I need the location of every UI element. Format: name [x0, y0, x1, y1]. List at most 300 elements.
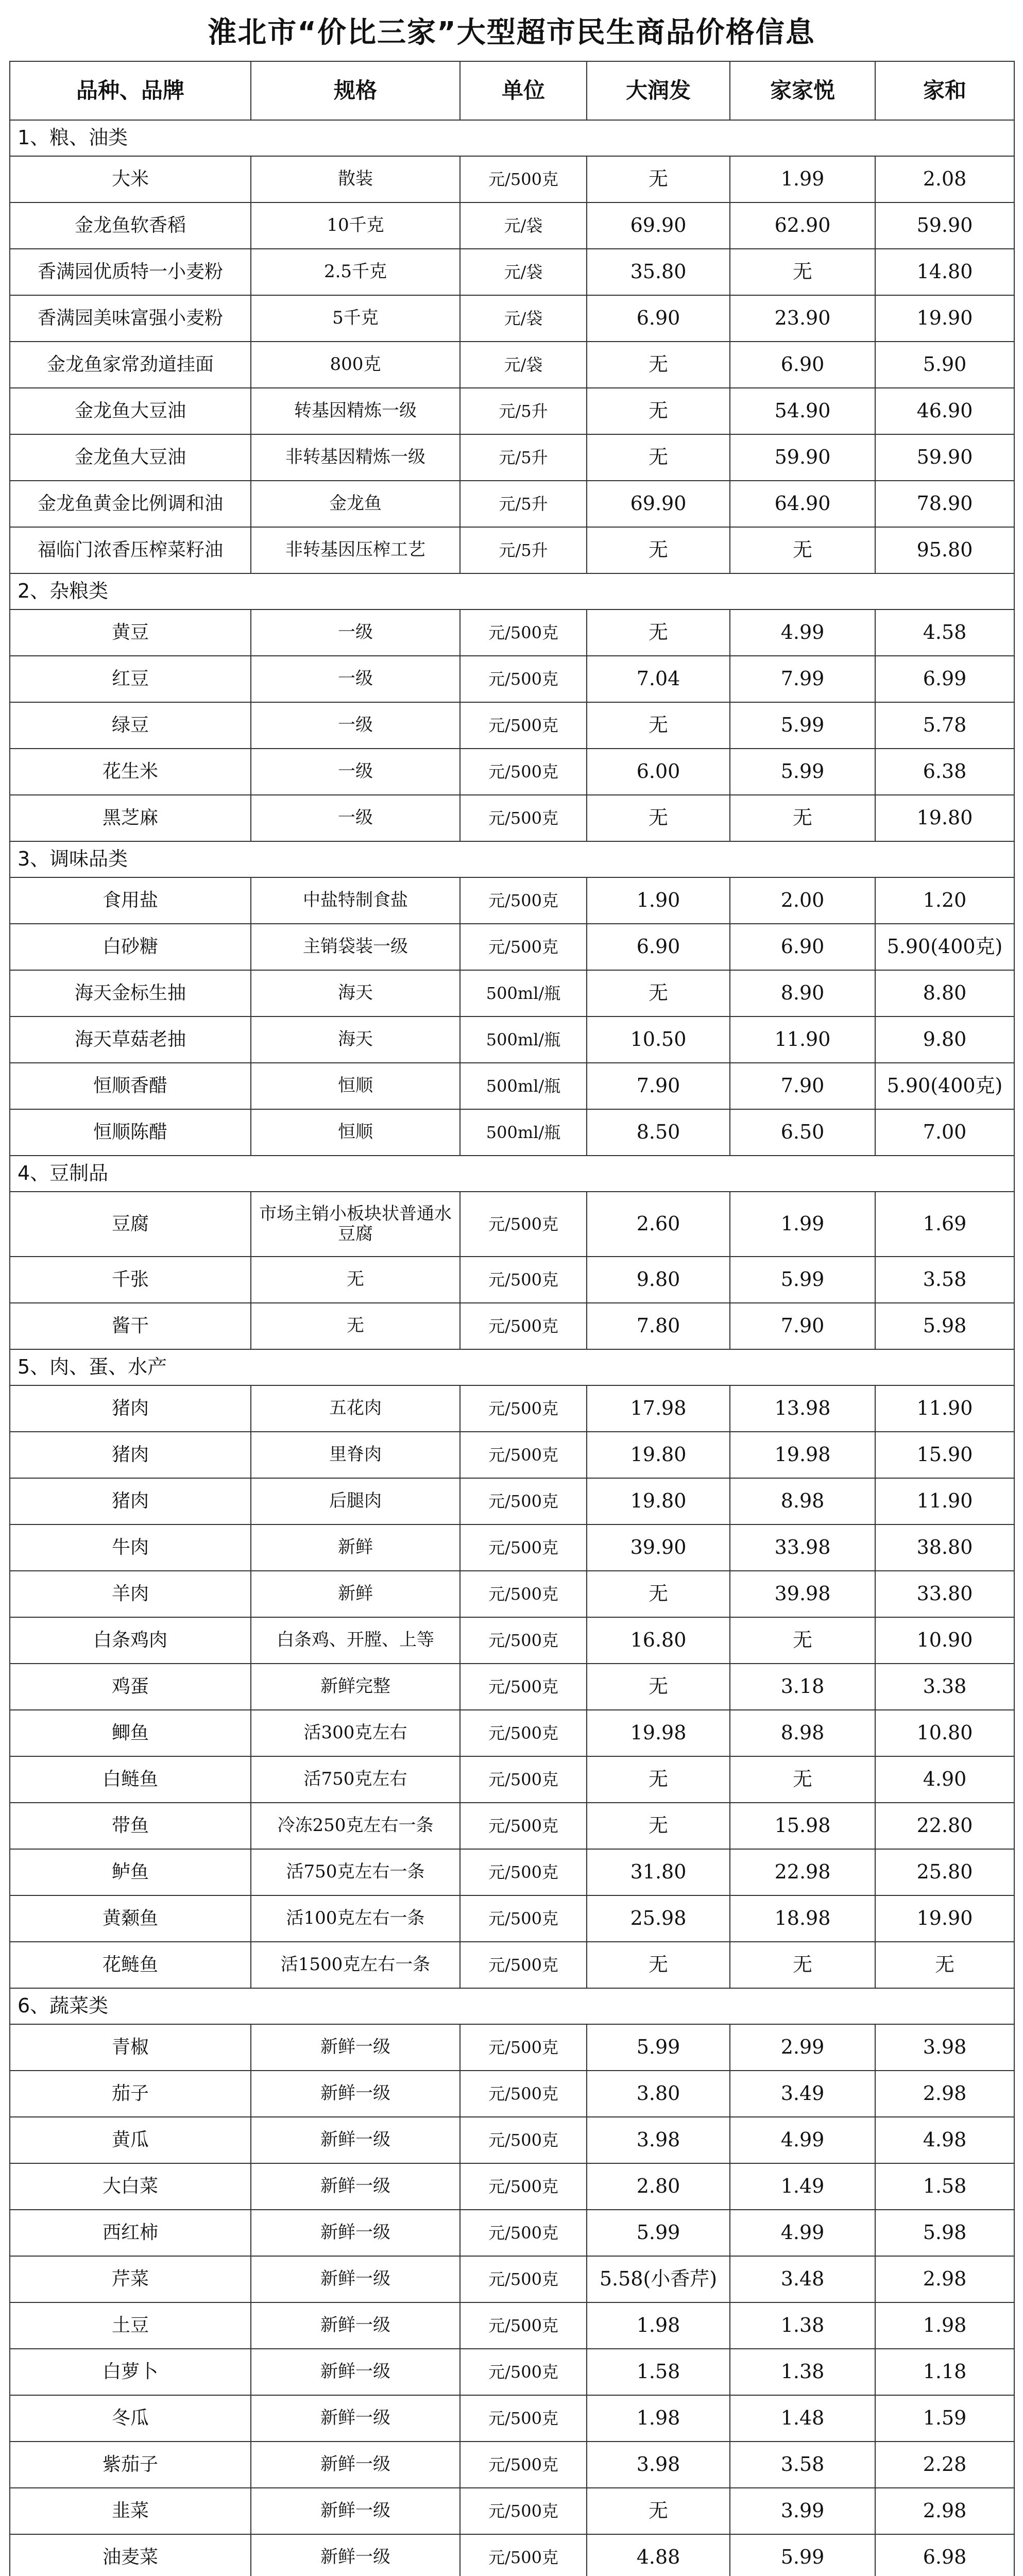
item-name: 鲫鱼: [10, 1710, 251, 1756]
item-unit: 元/500克: [460, 1710, 587, 1756]
table-row: [10, 342, 1014, 388]
item-spec: 非转基因压榨工艺: [251, 527, 460, 573]
item-unit: 元/500克: [460, 924, 587, 970]
price-jiahe: 78.90: [875, 481, 1014, 527]
header-store-jiahe: 家和: [875, 61, 1014, 120]
price-jiajiayue: 5.99: [730, 1257, 875, 1303]
table-row: [10, 1849, 1014, 1895]
item-spec: 五花肉: [251, 1385, 460, 1432]
item-name: 金龙鱼大豆油: [10, 434, 251, 481]
table-row: [10, 795, 1014, 841]
item-name: 猪肉: [10, 1385, 251, 1432]
header-unit: 单位: [460, 61, 587, 120]
item-spec: 海天: [251, 1016, 460, 1063]
price-jiahe: 19.90: [875, 1895, 1014, 1942]
table-row: [10, 2395, 1014, 2442]
price-jiahe: 3.38: [875, 1664, 1014, 1710]
item-name: 猪肉: [10, 1432, 251, 1478]
table-row: [10, 1524, 1014, 1571]
table-row: [10, 970, 1014, 1016]
item-spec: 恒顺: [251, 1109, 460, 1156]
page-title: 淮北市“价比三家”大型超市民生商品价格信息: [208, 16, 815, 49]
price-jiajiayue: 39.98: [730, 1571, 875, 1617]
price-jiahe: 38.80: [875, 1524, 1014, 1571]
price-jiajiayue: 无: [730, 1756, 875, 1803]
category-row: [10, 120, 1014, 156]
item-spec: 一级: [251, 656, 460, 702]
category-row: [10, 573, 1014, 609]
item-name: 千张: [10, 1257, 251, 1303]
table-row: [10, 1109, 1014, 1156]
price-darunfa: 无: [587, 609, 730, 656]
price-jiahe: 22.80: [875, 1803, 1014, 1849]
price-jiajiayue: 5.99: [730, 749, 875, 795]
item-spec: 白条鸡、开膛、上等: [251, 1617, 460, 1664]
price-jiajiayue: 19.98: [730, 1432, 875, 1478]
item-spec: 活1500克左右一条: [251, 1942, 460, 1988]
category-row: [10, 1156, 1014, 1192]
table-row: [10, 2024, 1014, 2071]
item-unit: 元/500克: [460, 1571, 587, 1617]
price-jiahe: 10.90: [875, 1617, 1014, 1664]
price-darunfa: 6.90: [587, 295, 730, 342]
item-unit: 元/500克: [460, 2534, 587, 2576]
category-label: 6、蔬菜类: [10, 1988, 1014, 2024]
table-row: [10, 1432, 1014, 1478]
price-jiajiayue: 1.48: [730, 2395, 875, 2442]
table-row: [10, 2256, 1014, 2302]
price-jiahe: 2.28: [875, 2442, 1014, 2488]
price-jiahe: 59.90: [875, 202, 1014, 249]
price-jiahe: 1.59: [875, 2395, 1014, 2442]
item-name: 恒顺香醋: [10, 1063, 251, 1109]
item-spec: 新鲜一级: [251, 2163, 460, 2210]
price-jiajiayue: 无: [730, 795, 875, 841]
table-row: [10, 527, 1014, 573]
item-name: 青椒: [10, 2024, 251, 2071]
item-unit: 元/500克: [460, 2024, 587, 2071]
price-jiahe: 46.90: [875, 388, 1014, 434]
item-spec: 里脊肉: [251, 1432, 460, 1478]
table-row: [10, 1942, 1014, 1988]
price-darunfa: 7.04: [587, 656, 730, 702]
price-jiajiayue: 15.98: [730, 1803, 875, 1849]
table-row: [10, 434, 1014, 481]
item-name: 茄子: [10, 2071, 251, 2117]
item-spec: 活750克左右: [251, 1756, 460, 1803]
item-spec: 新鲜一级: [251, 2256, 460, 2302]
item-spec: 散装: [251, 156, 460, 202]
price-darunfa: 无: [587, 527, 730, 573]
item-unit: 元/5升: [460, 434, 587, 481]
item-unit: 元/500克: [460, 2117, 587, 2163]
price-jiahe: 14.80: [875, 249, 1014, 295]
table-row: [10, 2071, 1014, 2117]
item-spec: 海天: [251, 970, 460, 1016]
item-name: 黄瓜: [10, 2117, 251, 2163]
price-jiahe: 33.80: [875, 1571, 1014, 1617]
item-name: 羊肉: [10, 1571, 251, 1617]
item-spec: 新鲜一级: [251, 2395, 460, 2442]
table-row: [10, 1192, 1014, 1257]
item-spec: 800克: [251, 342, 460, 388]
table-row: [10, 1478, 1014, 1524]
item-name: 白砂糖: [10, 924, 251, 970]
category-row: [10, 1988, 1014, 2024]
item-spec: 2.5千克: [251, 249, 460, 295]
price-jiahe: 95.80: [875, 527, 1014, 573]
price-jiajiayue: 1.99: [730, 1192, 875, 1257]
price-darunfa: 17.98: [587, 1385, 730, 1432]
price-table: [9, 61, 1015, 2576]
price-jiajiayue: 6.90: [730, 924, 875, 970]
price-jiahe: 10.80: [875, 1710, 1014, 1756]
price-jiahe: 1.58: [875, 2163, 1014, 2210]
item-unit: 元/5升: [460, 527, 587, 573]
item-unit: 元/袋: [460, 249, 587, 295]
item-spec: 主销袋装一级: [251, 924, 460, 970]
price-jiahe: 6.98: [875, 2534, 1014, 2576]
header-row: [10, 61, 1014, 120]
price-jiajiayue: 2.99: [730, 2024, 875, 2071]
price-jiahe: 1.20: [875, 877, 1014, 924]
price-jiahe: 5.78: [875, 702, 1014, 749]
price-jiajiayue: 2.00: [730, 877, 875, 924]
header-variety: 品种、品牌: [10, 61, 251, 120]
price-darunfa: 无: [587, 1756, 730, 1803]
item-name: 牛肉: [10, 1524, 251, 1571]
item-spec: 一级: [251, 795, 460, 841]
price-jiahe: 3.58: [875, 1257, 1014, 1303]
item-unit: 元/500克: [460, 1942, 587, 1988]
price-jiajiayue: 5.99: [730, 2534, 875, 2576]
item-spec: 活300克左右: [251, 1710, 460, 1756]
table-row: [10, 2302, 1014, 2349]
item-name: 大米: [10, 156, 251, 202]
price-jiahe: 4.90: [875, 1756, 1014, 1803]
table-row: [10, 2442, 1014, 2488]
table-row: [10, 295, 1014, 342]
item-spec: 新鲜一级: [251, 2488, 460, 2534]
table-row: [10, 249, 1014, 295]
price-jiajiayue: 6.50: [730, 1109, 875, 1156]
price-darunfa: 3.98: [587, 2117, 730, 2163]
item-unit: 500ml/瓶: [460, 1016, 587, 1063]
item-unit: 元/500克: [460, 2488, 587, 2534]
table-row: [10, 2210, 1014, 2256]
price-jiajiayue: 1.49: [730, 2163, 875, 2210]
table-row: [10, 1257, 1014, 1303]
price-darunfa: 7.90: [587, 1063, 730, 1109]
price-jiahe: 6.38: [875, 749, 1014, 795]
price-jiahe: 8.80: [875, 970, 1014, 1016]
header-store-jiajiayue: 家家悦: [730, 61, 875, 120]
price-jiajiayue: 1.38: [730, 2349, 875, 2395]
item-unit: 元/500克: [460, 1664, 587, 1710]
item-spec: 非转基因精炼一级: [251, 434, 460, 481]
category-label: 4、豆制品: [10, 1156, 1014, 1192]
price-jiahe: 无: [875, 1942, 1014, 1988]
price-darunfa: 无: [587, 1803, 730, 1849]
item-name: 金龙鱼黄金比例调和油: [10, 481, 251, 527]
price-jiajiayue: 33.98: [730, 1524, 875, 1571]
item-spec: 一级: [251, 609, 460, 656]
item-name: 紫茄子: [10, 2442, 251, 2488]
item-unit: 元/500克: [460, 1524, 587, 1571]
item-unit: 元/500克: [460, 1803, 587, 1849]
category-label: 3、调味品类: [10, 841, 1014, 877]
price-darunfa: 25.98: [587, 1895, 730, 1942]
item-unit: 元/500克: [460, 656, 587, 702]
item-unit: 元/500克: [460, 1385, 587, 1432]
table-row: [10, 1617, 1014, 1664]
table-row: [10, 202, 1014, 249]
item-spec: 新鲜一级: [251, 2071, 460, 2117]
category-label: 2、杂粮类: [10, 573, 1014, 609]
item-spec: 后腿肉: [251, 1478, 460, 1524]
item-name: 鲈鱼: [10, 1849, 251, 1895]
category-row: [10, 1349, 1014, 1385]
price-darunfa: 3.80: [587, 2071, 730, 2117]
price-darunfa: 69.90: [587, 202, 730, 249]
price-darunfa: 无: [587, 1571, 730, 1617]
item-spec: 活100克左右一条: [251, 1895, 460, 1942]
item-spec: 金龙鱼: [251, 481, 460, 527]
price-darunfa: 无: [587, 388, 730, 434]
item-spec: 一级: [251, 702, 460, 749]
item-name: 冬瓜: [10, 2395, 251, 2442]
item-name: 绿豆: [10, 702, 251, 749]
price-jiajiayue: 3.49: [730, 2071, 875, 2117]
item-unit: 元/5升: [460, 388, 587, 434]
table-row: [10, 156, 1014, 202]
item-name: 豆腐: [10, 1192, 251, 1257]
price-jiahe: 2.08: [875, 156, 1014, 202]
price-jiahe: 2.98: [875, 2488, 1014, 2534]
price-jiahe: 19.80: [875, 795, 1014, 841]
item-unit: 元/500克: [460, 795, 587, 841]
price-darunfa: 无: [587, 2488, 730, 2534]
item-unit: 元/袋: [460, 295, 587, 342]
table-row: [10, 1303, 1014, 1349]
price-jiajiayue: 23.90: [730, 295, 875, 342]
price-darunfa: 3.98: [587, 2442, 730, 2488]
item-unit: 元/500克: [460, 2071, 587, 2117]
item-name: 土豆: [10, 2302, 251, 2349]
item-spec: 恒顺: [251, 1063, 460, 1109]
price-jiahe: 7.00: [875, 1109, 1014, 1156]
price-darunfa: 5.58(小香芹): [587, 2256, 730, 2302]
item-unit: 元/500克: [460, 702, 587, 749]
item-unit: 元/500克: [460, 1257, 587, 1303]
table-row: [10, 877, 1014, 924]
header-store-darunfa: 大润发: [587, 61, 730, 120]
price-darunfa: 1.58: [587, 2349, 730, 2395]
price-darunfa: 16.80: [587, 1617, 730, 1664]
item-name: 酱干: [10, 1303, 251, 1349]
price-darunfa: 7.80: [587, 1303, 730, 1349]
price-jiajiayue: 7.99: [730, 656, 875, 702]
item-unit: 元/500克: [460, 1478, 587, 1524]
price-darunfa: 4.88: [587, 2534, 730, 2576]
item-name: 西红柿: [10, 2210, 251, 2256]
price-jiajiayue: 5.99: [730, 702, 875, 749]
table-row: [10, 2349, 1014, 2395]
price-jiahe: 25.80: [875, 1849, 1014, 1895]
price-jiajiayue: 3.58: [730, 2442, 875, 2488]
item-name: 金龙鱼软香稻: [10, 202, 251, 249]
price-jiahe: 1.18: [875, 2349, 1014, 2395]
price-darunfa: 9.80: [587, 1257, 730, 1303]
item-unit: 500ml/瓶: [460, 970, 587, 1016]
price-darunfa: 19.80: [587, 1432, 730, 1478]
price-jiahe: 11.90: [875, 1385, 1014, 1432]
price-darunfa: 1.90: [587, 877, 730, 924]
price-darunfa: 8.50: [587, 1109, 730, 1156]
price-jiajiayue: 3.18: [730, 1664, 875, 1710]
price-jiahe: 1.69: [875, 1192, 1014, 1257]
table-row: [10, 1571, 1014, 1617]
table-row: [10, 749, 1014, 795]
table-row: [10, 609, 1014, 656]
item-unit: 元/500克: [460, 749, 587, 795]
item-unit: 元/500克: [460, 609, 587, 656]
item-name: 白鲢鱼: [10, 1756, 251, 1803]
table-row: [10, 2117, 1014, 2163]
table-row: [10, 2488, 1014, 2534]
table-row: [10, 1385, 1014, 1432]
header-spec: 规格: [251, 61, 460, 120]
price-darunfa: 2.60: [587, 1192, 730, 1257]
item-name: 油麦菜: [10, 2534, 251, 2576]
item-unit: 元/500克: [460, 156, 587, 202]
item-spec: 新鲜一级: [251, 2117, 460, 2163]
table-row: [10, 924, 1014, 970]
item-unit: 元/500克: [460, 2395, 587, 2442]
price-jiajiayue: 3.48: [730, 2256, 875, 2302]
price-darunfa: 39.90: [587, 1524, 730, 1571]
item-unit: 元/500克: [460, 1303, 587, 1349]
item-unit: 元/500克: [460, 2210, 587, 2256]
price-jiahe: 1.98: [875, 2302, 1014, 2349]
price-darunfa: 6.00: [587, 749, 730, 795]
table-row: [10, 388, 1014, 434]
price-jiahe: 15.90: [875, 1432, 1014, 1478]
item-unit: 500ml/瓶: [460, 1063, 587, 1109]
item-unit: 元/500克: [460, 2349, 587, 2395]
table-row: [10, 481, 1014, 527]
item-name: 白萝卜: [10, 2349, 251, 2395]
item-spec: 新鲜: [251, 1571, 460, 1617]
category-label: 1、粮、油类: [10, 120, 1014, 156]
category-row: [10, 841, 1014, 877]
price-jiahe: 3.98: [875, 2024, 1014, 2071]
price-jiajiayue: 22.98: [730, 1849, 875, 1895]
price-jiajiayue: 1.38: [730, 2302, 875, 2349]
item-unit: 元/500克: [460, 1432, 587, 1478]
price-table-body: [10, 120, 1014, 2576]
item-name: 花生米: [10, 749, 251, 795]
price-darunfa: 1.98: [587, 2395, 730, 2442]
item-unit: 500ml/瓶: [460, 1109, 587, 1156]
item-name: 海天金标生抽: [10, 970, 251, 1016]
price-darunfa: 6.90: [587, 924, 730, 970]
price-jiajiayue: 62.90: [730, 202, 875, 249]
item-unit: 元/500克: [460, 2442, 587, 2488]
item-name: 带鱼: [10, 1803, 251, 1849]
item-unit: 元/500克: [460, 877, 587, 924]
item-spec: 新鲜完整: [251, 1664, 460, 1710]
price-darunfa: 无: [587, 795, 730, 841]
price-jiajiayue: 4.99: [730, 609, 875, 656]
item-name: 红豆: [10, 656, 251, 702]
item-spec: 无: [251, 1303, 460, 1349]
item-name: 食用盐: [10, 877, 251, 924]
item-name: 韭菜: [10, 2488, 251, 2534]
price-darunfa: 19.80: [587, 1478, 730, 1524]
item-spec: 新鲜一级: [251, 2024, 460, 2071]
table-row: [10, 1803, 1014, 1849]
price-darunfa: 1.98: [587, 2302, 730, 2349]
item-name: 香满园优质特一小麦粉: [10, 249, 251, 295]
price-jiahe: 11.90: [875, 1478, 1014, 1524]
price-jiajiayue: 无: [730, 249, 875, 295]
item-name: 香满园美味富强小麦粉: [10, 295, 251, 342]
price-jiajiayue: 18.98: [730, 1895, 875, 1942]
table-row: [10, 1710, 1014, 1756]
price-darunfa: 2.80: [587, 2163, 730, 2210]
price-darunfa: 无: [587, 156, 730, 202]
price-jiahe: 4.58: [875, 609, 1014, 656]
item-spec: 冷冻250克左右一条: [251, 1803, 460, 1849]
item-name: 白条鸡肉: [10, 1617, 251, 1664]
item-name: 花鲢鱼: [10, 1942, 251, 1988]
price-darunfa: 无: [587, 1942, 730, 1988]
price-darunfa: 5.99: [587, 2210, 730, 2256]
item-name: 鸡蛋: [10, 1664, 251, 1710]
price-jiajiayue: 无: [730, 1942, 875, 1988]
item-name: 福临门浓香压榨菜籽油: [10, 527, 251, 573]
item-unit: 元/500克: [460, 2256, 587, 2302]
item-unit: 元/500克: [460, 1849, 587, 1895]
item-unit: 元/500克: [460, 1617, 587, 1664]
table-row: [10, 1895, 1014, 1942]
price-jiahe: 59.90: [875, 434, 1014, 481]
item-name: 金龙鱼大豆油: [10, 388, 251, 434]
price-darunfa: 无: [587, 702, 730, 749]
table-row: [10, 2534, 1014, 2576]
price-jiahe: 5.98: [875, 1303, 1014, 1349]
item-name: 黄豆: [10, 609, 251, 656]
item-spec: 转基因精炼一级: [251, 388, 460, 434]
price-jiahe: 6.99: [875, 656, 1014, 702]
item-spec: 新鲜一级: [251, 2210, 460, 2256]
item-spec: 新鲜一级: [251, 2349, 460, 2395]
price-darunfa: 31.80: [587, 1849, 730, 1895]
price-jiajiayue: 8.98: [730, 1710, 875, 1756]
item-spec: 新鲜: [251, 1524, 460, 1571]
price-jiajiayue: 59.90: [730, 434, 875, 481]
item-unit: 元/500克: [460, 2302, 587, 2349]
price-jiajiayue: 8.98: [730, 1478, 875, 1524]
item-name: 猪肉: [10, 1478, 251, 1524]
item-unit: 元/500克: [460, 1895, 587, 1942]
table-row: [10, 702, 1014, 749]
item-spec: 10千克: [251, 202, 460, 249]
item-unit: 元/500克: [460, 1192, 587, 1257]
price-jiahe: 5.98: [875, 2210, 1014, 2256]
item-name: 金龙鱼家常劲道挂面: [10, 342, 251, 388]
